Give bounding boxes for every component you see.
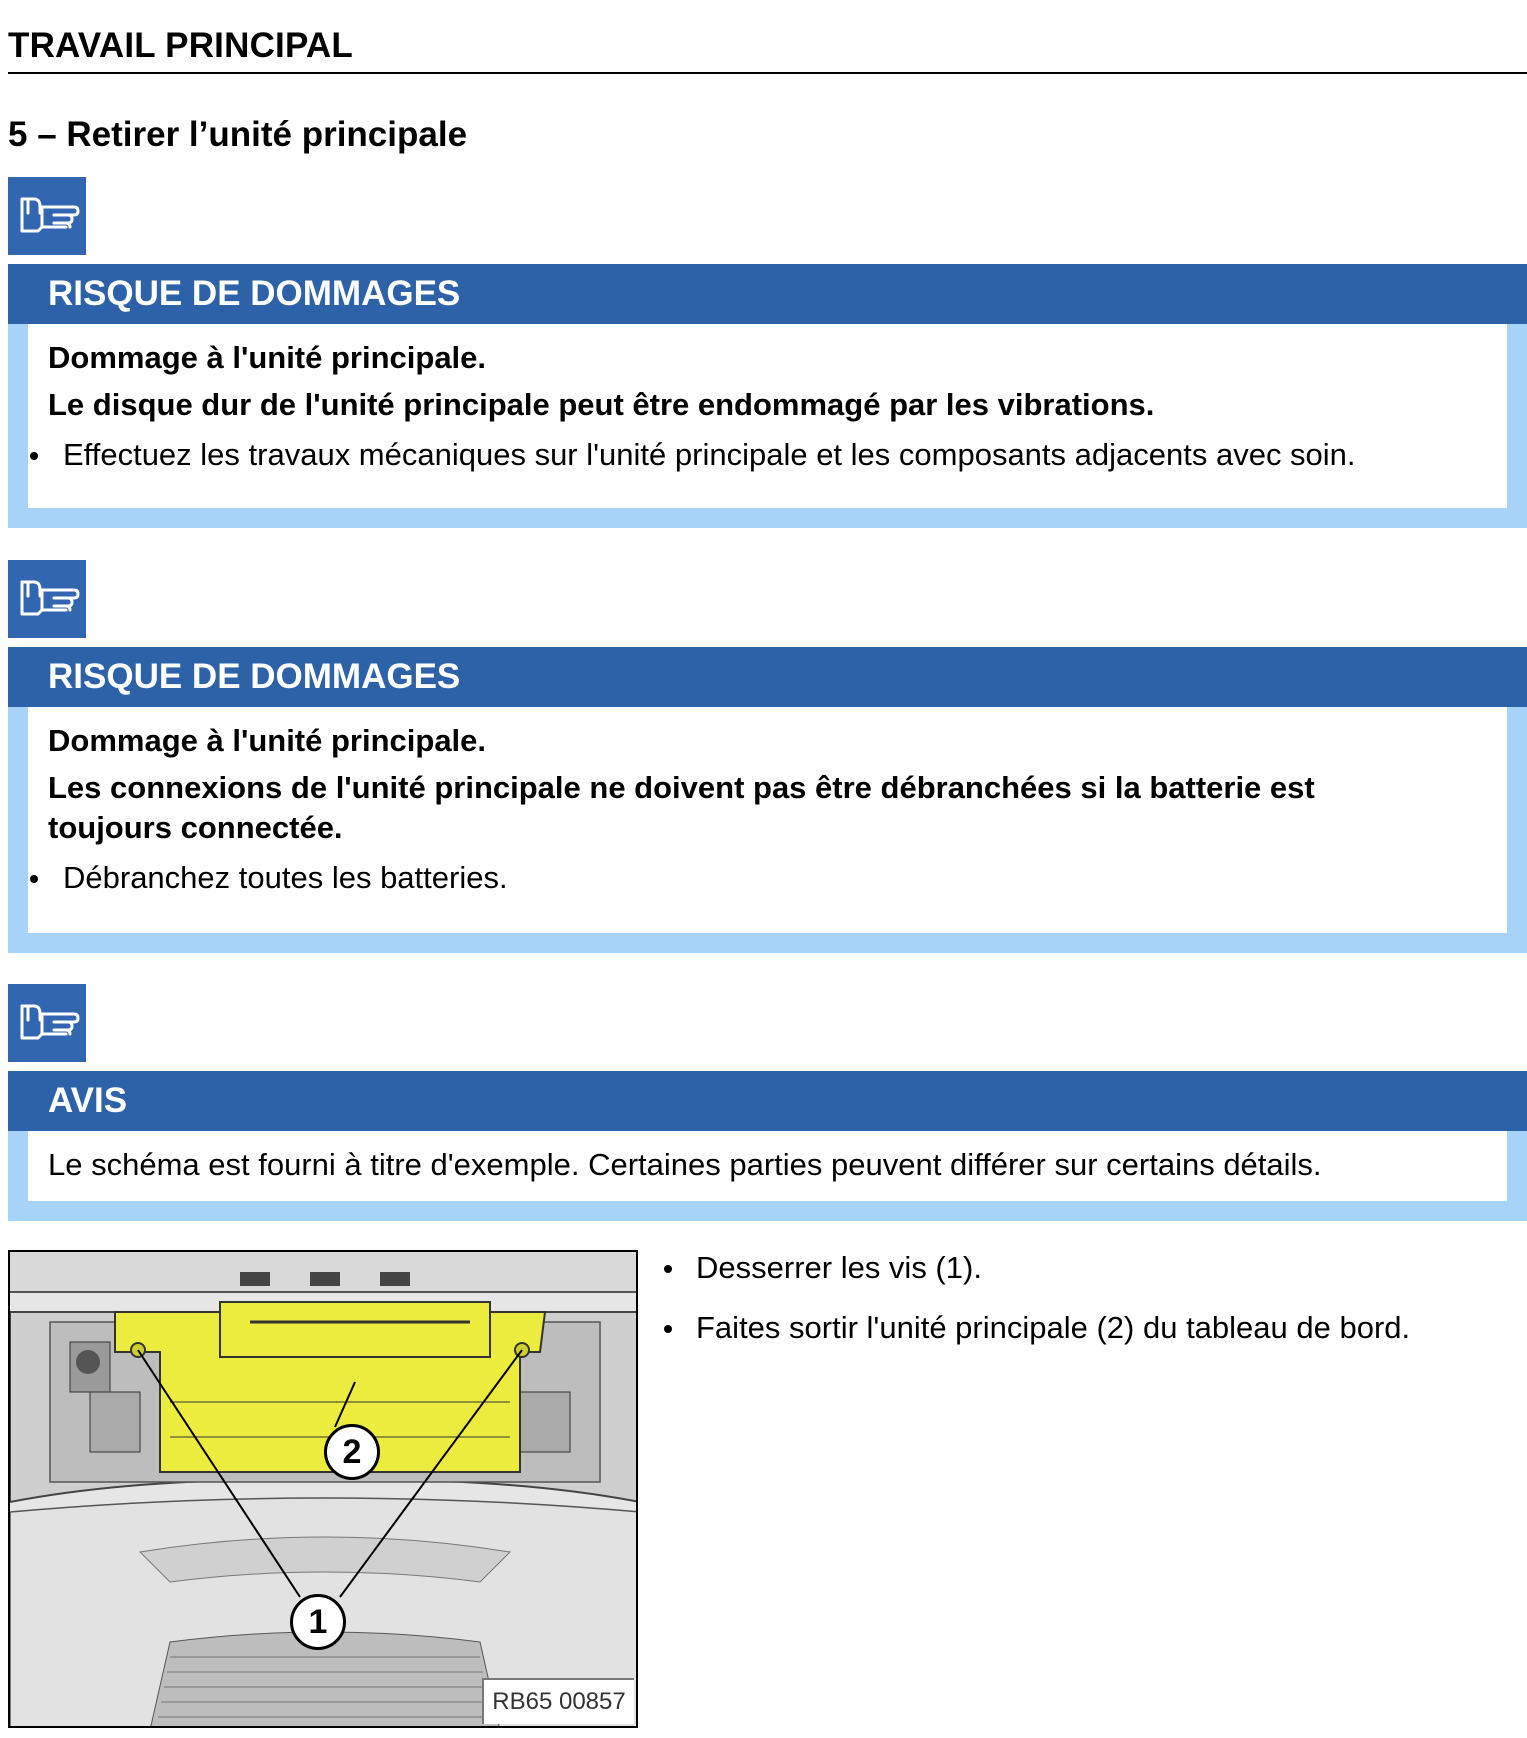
step-title: 5 – Retirer l’unité principale <box>8 115 468 154</box>
notice-bullet: Effectuez les travaux mécaniques sur l'unité principale et les composants adjacents avec soin. <box>28 435 1507 475</box>
damage-risk-notice-1 <box>8 264 1527 528</box>
section-title: TRAVAIL PRINCIPAL <box>8 26 353 65</box>
callout-head-unit: 2 <box>324 1424 380 1480</box>
notice-body <box>28 707 1507 933</box>
damage-risk-notice-2 <box>8 647 1527 953</box>
pointing-hand-icon <box>8 984 86 1062</box>
pointing-hand-icon <box>8 177 86 255</box>
instruction-item: Faites sortir l'unité principale (2) du tableau de bord. <box>660 1308 1510 1348</box>
title-divider <box>8 72 1527 74</box>
pointing-hand-icon <box>8 560 86 638</box>
callout-screws: 1 <box>290 1594 346 1650</box>
notice-bold-line: Le disque dur de l'unité principale peut être endommagé par les vibrations. <box>48 387 1155 422</box>
notice-text: Le schéma est fourni à titre d'exemple. Certaines parties peuvent différer sur certains détails. <box>48 1147 1322 1182</box>
notice-bullet: Débranchez toutes les batteries. <box>28 858 1507 898</box>
notice-bold-line: Dommage à l'unité principale. <box>48 723 487 758</box>
head-unit-removal-diagram <box>8 1250 638 1728</box>
notice-body <box>28 1131 1507 1201</box>
figure-image-id: RB65 00857 <box>482 1678 634 1724</box>
instruction-item: Desserrer les vis (1). <box>660 1248 1510 1288</box>
notice-header: AVIS <box>8 1071 1527 1131</box>
instruction-list <box>660 1248 1510 1368</box>
notice-header: RISQUE DE DOMMAGES <box>8 264 1527 324</box>
notice-bold-line: Les connexions de l'unité principale ne doivent pas être débranchées si la batterie est toujours connectée. <box>48 770 1315 845</box>
notice-avis <box>8 1071 1527 1221</box>
notice-bold-line: Dommage à l'unité principale. <box>48 340 487 375</box>
notice-body <box>28 324 1507 508</box>
notice-header: RISQUE DE DOMMAGES <box>8 647 1527 707</box>
